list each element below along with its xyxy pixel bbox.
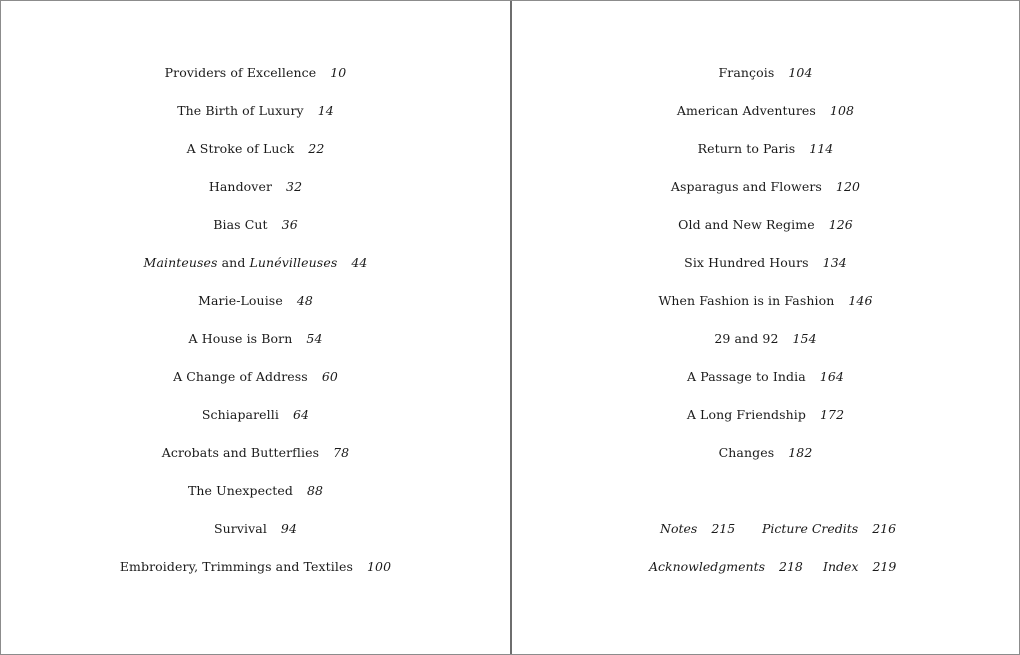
toc-title: A House is Born: [188, 331, 293, 346]
toc-title: Bias Cut: [213, 217, 268, 232]
back-matter-title: Acknowledgments: [649, 559, 766, 574]
back-matter-item: [649, 558, 803, 576]
toc-title: Changes: [718, 445, 775, 460]
toc-entry: [512, 102, 1019, 120]
back-matter-page: 218: [779, 559, 803, 574]
toc-title: A Passage to India: [687, 369, 806, 384]
toc-page-number: 114: [809, 141, 834, 156]
toc-page-number: 32: [286, 179, 303, 194]
back-matter-title: Notes: [660, 521, 698, 536]
toc-page-number: 48: [296, 293, 313, 308]
toc-page-number: 146: [848, 293, 873, 308]
toc-page-number: 182: [788, 445, 813, 460]
toc-title: Six Hundred Hours: [684, 255, 809, 270]
toc-title: 29 and 92: [714, 331, 779, 346]
toc-page-number: 36: [281, 217, 298, 232]
toc-entry: [1, 216, 510, 234]
toc-title: A Change of Address: [173, 369, 308, 384]
toc-title: Embroidery, Trimmings and Textiles: [119, 559, 353, 574]
back-matter-title: Picture Credits: [762, 521, 859, 536]
toc-title: A Long Friendship: [686, 407, 806, 422]
toc-entry: [512, 368, 1019, 386]
toc-page-number: 108: [829, 103, 855, 118]
toc-entry: [512, 178, 1019, 196]
back-matter-page: 216: [872, 521, 897, 536]
toc-title: The Birth of Luxury: [177, 103, 304, 118]
toc-title-connector: and: [217, 255, 250, 270]
toc-page-number: 134: [822, 255, 847, 270]
toc-entry: [1, 520, 510, 538]
toc-page-number: 54: [306, 331, 323, 346]
toc-title: American Adventures: [676, 103, 816, 118]
toc-entry: [1, 102, 510, 120]
toc-title: The Unexpected: [187, 483, 293, 498]
toc-entry: [512, 330, 1019, 348]
toc-title: Asparagus and Flowers: [670, 179, 822, 194]
toc-entry: [1, 330, 510, 348]
back-matter-item: [823, 558, 896, 576]
back-matter-title: Index: [823, 559, 859, 574]
toc-entry: [512, 140, 1019, 158]
toc-page-number: 14: [317, 103, 334, 118]
toc-entry: [512, 292, 1019, 310]
toc-entry: [1, 368, 510, 386]
toc-entry: [512, 254, 1019, 272]
toc-page-number: 22: [308, 141, 325, 156]
back-matter-item: [762, 520, 896, 538]
toc-entry: [1, 558, 510, 576]
toc-page-number: 104: [788, 65, 813, 80]
toc-title: Acrobats and Butterflies: [161, 445, 320, 460]
back-matter-page: 215: [711, 521, 736, 536]
toc-entry: [1, 444, 510, 462]
toc-title: François: [718, 65, 775, 80]
toc-title-italic: Mainteuses: [143, 255, 218, 270]
toc-page-number: 94: [280, 521, 298, 536]
back-matter-page: 219: [872, 559, 897, 574]
toc-page-number: 172: [819, 407, 845, 422]
left-page: [1, 1, 510, 654]
toc-entry: [512, 444, 1019, 462]
toc-page-number: 60: [321, 369, 338, 384]
toc-title: A Stroke of Luck: [186, 141, 295, 156]
toc-title: Return to Paris: [697, 141, 796, 156]
toc-entry: [1, 254, 510, 272]
toc-page-number: 100: [367, 559, 392, 574]
toc-title: Handover: [208, 179, 273, 194]
toc-entry: [512, 64, 1019, 82]
toc-title: When Fashion is in Fashion: [658, 293, 835, 308]
toc-entry: [512, 216, 1019, 234]
toc-title-italic: Lunévilleuses: [249, 255, 338, 270]
toc-page-number: 64: [292, 407, 310, 422]
toc-page-number: 10: [330, 65, 347, 80]
toc-entry: [512, 406, 1019, 424]
toc-title: Marie-Louise: [198, 293, 283, 308]
toc-page-number: 78: [333, 445, 350, 460]
toc-title: Schiaparelli: [201, 407, 279, 422]
toc-page-number: 120: [835, 179, 861, 194]
toc-entry: [1, 482, 510, 500]
toc-title: Old and New Regime: [678, 217, 815, 232]
toc-entry: [1, 292, 510, 310]
toc-entry: [1, 178, 510, 196]
toc-page-number: 164: [819, 369, 844, 384]
toc-page-number: 126: [828, 217, 853, 232]
toc-title: Survival: [213, 521, 267, 536]
back-matter-item: [660, 520, 735, 538]
toc-page-number: 154: [792, 331, 817, 346]
toc-title: Providers of Excellence: [164, 65, 317, 80]
toc-page-number: 88: [306, 483, 324, 498]
toc-entry: [1, 64, 510, 82]
right-page: [512, 1, 1019, 654]
toc-page-number: 44: [351, 255, 368, 270]
toc-entry: [1, 406, 510, 424]
toc-entry: [1, 140, 510, 158]
